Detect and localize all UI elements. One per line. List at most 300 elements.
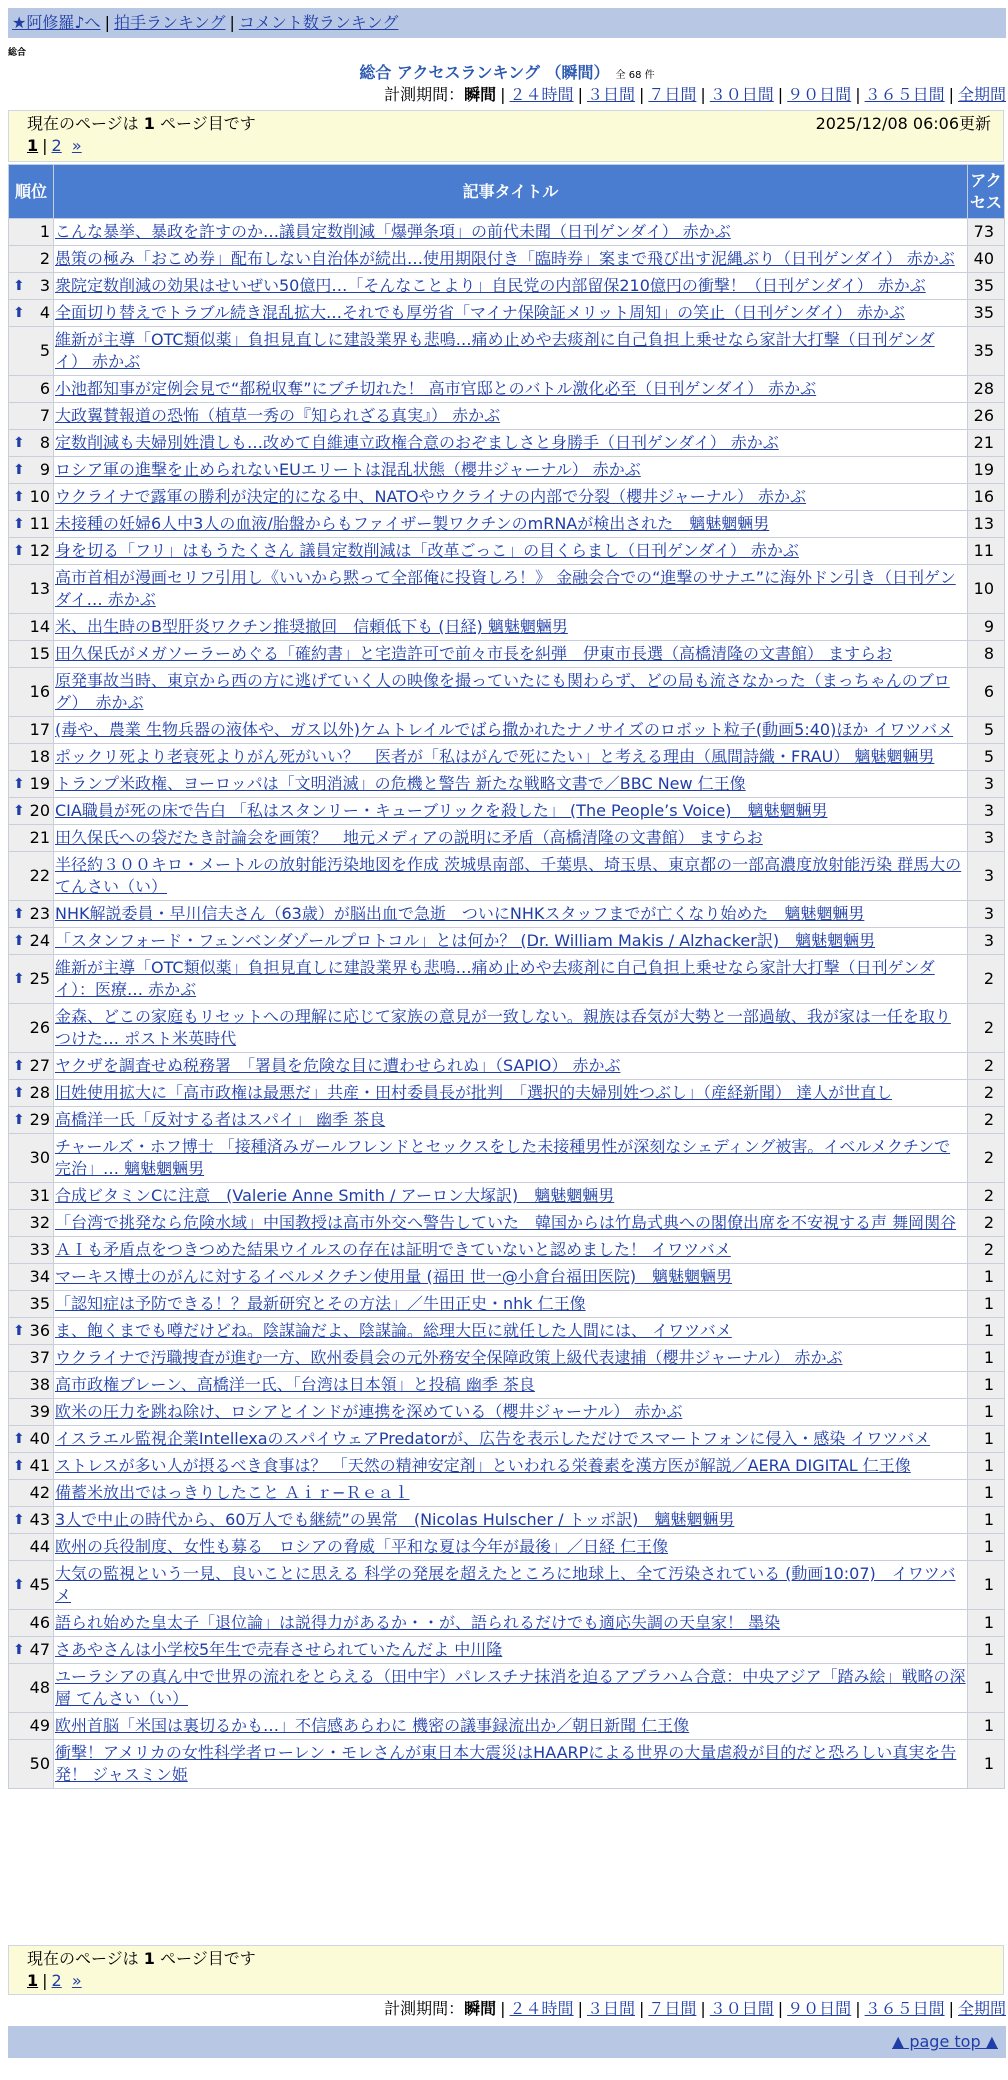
period-7d-link[interactable]: ７日間 — [648, 85, 697, 104]
rank-number: 19 — [29, 774, 50, 793]
rank-number: 42 — [29, 1483, 50, 1502]
title-cell — [54, 641, 968, 668]
access-count: 2 — [968, 1053, 1005, 1080]
article-title-link[interactable]: チャールズ・ホフ博士 「接種済みガールフレンドとセックスをした未接種男性が深刻なシェディング被害。イベルメクチンで完治」… 魑魅魍魎男 — [55, 1137, 951, 1178]
up-arrow-icon: ⬆ — [13, 906, 25, 922]
rank-cell — [9, 1134, 54, 1183]
rank-number: 20 — [29, 801, 50, 820]
nav-separator: | — [104, 13, 110, 32]
pager-page-2-link[interactable]: 2 — [51, 136, 62, 155]
rank-column-header: 順位 — [9, 165, 54, 219]
title-cell — [54, 1264, 968, 1291]
access-count: 1 — [968, 1740, 1005, 1789]
article-title-link[interactable]: トランプ米政権、ヨーロッパは「文明消滅」の危機と警告 新たな戦略文書で／BBC New 仁王像 — [55, 774, 746, 793]
rank-number: 38 — [29, 1375, 50, 1394]
rank-cell — [9, 825, 54, 852]
title-cell — [54, 219, 968, 246]
table-row — [9, 1372, 1005, 1399]
rank-number: 12 — [29, 541, 50, 560]
up-arrow-icon: ⬆ — [13, 1512, 25, 1528]
up-arrow-icon: ⬆ — [13, 971, 25, 987]
table-row — [9, 1210, 1005, 1237]
access-count: 1 — [968, 1534, 1005, 1561]
access-count: 2 — [968, 1134, 1005, 1183]
access-count: 35 — [968, 300, 1005, 327]
period-label: 計測期間： — [384, 1999, 465, 2018]
rank-number: 22 — [29, 866, 50, 885]
access-count: 1 — [968, 1453, 1005, 1480]
up-arrow-icon: ⬆ — [13, 278, 25, 294]
current-page-text: 現在のページは 1 ページ目です — [27, 1949, 256, 1968]
title-cell — [54, 1345, 968, 1372]
rank-number: 21 — [29, 828, 50, 847]
table-row — [9, 1080, 1005, 1107]
table-row — [9, 614, 1005, 641]
rank-cell — [9, 955, 54, 1004]
rank-cell — [9, 798, 54, 825]
rank-number: 4 — [39, 303, 50, 322]
title-cell — [54, 1399, 968, 1426]
title-cell — [54, 928, 968, 955]
rank-number: 7 — [39, 406, 50, 425]
article-title-link[interactable]: 維新が主導「OTC類似薬」負担見直しに建設業界も悲鳴…痛め止めや去痰剤に自己負担上乗せなら家計大打撃（日刊ゲンダイ）：医療… 赤かぶ — [55, 958, 935, 999]
access-count: 1 — [968, 1345, 1005, 1372]
rank-number: 45 — [29, 1575, 50, 1594]
period-all-link[interactable]: 全期間 — [957, 1999, 1006, 2018]
article-title-link[interactable]: 田久保氏への袋だたき討論会を画策？ 地元メディアの説明に矛盾（高橋清隆の文書館） ますらお — [55, 828, 763, 847]
rank-number: 10 — [29, 487, 50, 506]
title-cell — [54, 1610, 968, 1637]
up-arrow-icon: ⬆ — [13, 543, 25, 559]
rank-number: 33 — [29, 1240, 50, 1259]
pager-page-2-link[interactable]: 2 — [51, 1971, 62, 1990]
rank-cell — [9, 1291, 54, 1318]
title-cell — [54, 1664, 968, 1713]
ranking-table — [8, 164, 1005, 1789]
access-count: 35 — [968, 273, 1005, 300]
table-row — [9, 430, 1005, 457]
table-row — [9, 1107, 1005, 1134]
rank-number: 14 — [29, 617, 50, 636]
article-title-link[interactable]: 原発事故当時、東京から西の方に逃げていく人の映像を撮っていたにも関わらず、どの局も流さなかった（まっちゃんのブログ） 赤かぶ — [55, 671, 950, 712]
article-title-link[interactable]: 大政翼賛報道の恐怖（植草一秀の『知られざる真実』） 赤かぶ — [55, 406, 501, 425]
table-row — [9, 1053, 1005, 1080]
article-title-link[interactable]: ポックリ死より老衰死よりがん死がいい？ 医者が「私はがんで死にたい」と考える理由（風間詩織・FRAU） 魑魅魍魎男 — [55, 747, 935, 766]
up-arrow-icon: ⬆ — [13, 1085, 25, 1101]
title-cell — [54, 668, 968, 717]
table-row — [9, 1004, 1005, 1053]
access-count: 3 — [968, 928, 1005, 955]
title-cell — [54, 484, 968, 511]
period-30d-link[interactable]: ３０日間 — [709, 85, 774, 104]
rank-number: 35 — [29, 1294, 50, 1313]
rank-cell — [9, 1453, 54, 1480]
article-title-link[interactable]: こんな暴挙、暴政を許すのか…議員定数削減「爆弾条項」の前代未聞（日刊ゲンダイ） 赤かぶ — [55, 222, 731, 241]
up-arrow-icon: ⬆ — [13, 462, 25, 478]
title-cell — [54, 1561, 968, 1610]
period-all-link[interactable]: 全期間 — [957, 85, 1006, 104]
article-title-link[interactable]: 維新が主導「OTC類似薬」負担見直しに建設業界も悲鳴…痛め止めや去痰剤に自己負担上乗せなら家計大打撃（日刊ゲンダイ） 赤かぶ — [55, 330, 935, 371]
title-cell — [54, 403, 968, 430]
access-count: 1 — [968, 1372, 1005, 1399]
applause-ranking-link[interactable]: 拍手ランキング — [113, 13, 226, 32]
title-cell — [54, 430, 968, 457]
title-cell — [54, 852, 968, 901]
title-cell — [54, 744, 968, 771]
article-title-link[interactable]: ストレスが多い人が摂るべき食事は？ 「天然の精神安定剤」といわれる栄養素を漢方医が解説／AERA DIGITAL 仁王像 — [55, 1456, 911, 1475]
up-arrow-icon: ⬆ — [13, 1431, 25, 1447]
article-title-link[interactable]: ロシア軍の進撃を止められないEUエリートは混乱状態（櫻井ジャーナル） 赤かぶ — [55, 460, 641, 479]
article-title-link[interactable]: ま、飽くまでも噂だけどね。陰謀論だよ、陰謀論。総理大臣に就任した人間には、 イワツバメ — [55, 1321, 732, 1340]
article-title-link[interactable]: (毒や、農業 生物兵器の液体や、ガス以外)ケムトレイルでばら撒かれたナノサイズのロボット粒子(動画5:40)ほか イワツバメ — [55, 720, 954, 739]
table-row — [9, 1664, 1005, 1713]
article-title-link[interactable]: 高橋洋一氏「反対する者はスパイ」 幽季 茶良 — [55, 1110, 386, 1129]
up-arrow-icon: ⬆ — [13, 435, 25, 451]
access-count: 1 — [968, 1480, 1005, 1507]
title-cell — [54, 511, 968, 538]
table-row — [9, 1264, 1005, 1291]
rank-cell — [9, 1107, 54, 1134]
access-count: 1 — [968, 1713, 1005, 1740]
nav-separator: | — [229, 13, 235, 32]
rank-number: 49 — [29, 1716, 50, 1735]
article-title-link[interactable]: 備蓄米放出ではっきりしたこと Ａｉｒ−Ｒｅａｌ — [55, 1483, 410, 1502]
access-count: 1 — [968, 1637, 1005, 1664]
table-row — [9, 955, 1005, 1004]
up-arrow-icon: ⬆ — [13, 305, 25, 321]
rank-cell — [9, 717, 54, 744]
title-cell — [54, 327, 968, 376]
access-count: 1 — [968, 1610, 1005, 1637]
pager-top: 1 | 2 » — [27, 136, 82, 155]
article-title-link[interactable]: 「スタンフォード・フェンベンダゾールプロトコル」とは何か？ (Dr. William Makis / Alzhacker訳) 魑魅魍魎男 — [55, 931, 876, 950]
rank-number: 3 — [39, 276, 50, 295]
table-row — [9, 928, 1005, 955]
access-count: 3 — [968, 771, 1005, 798]
asyura-home-link[interactable]: ★阿修羅♪へ — [12, 13, 101, 32]
rank-number: 13 — [29, 579, 50, 598]
access-count: 2 — [968, 1107, 1005, 1134]
up-arrow-icon: ⬆ — [13, 1458, 25, 1474]
ranking-rows — [9, 219, 1005, 1789]
access-count: 11 — [968, 538, 1005, 565]
rank-cell — [9, 901, 54, 928]
period-3d-link[interactable]: ３日間 — [586, 1999, 635, 2018]
article-title-link[interactable]: 田久保氏がメガソーラーめぐる「確約書」と宅造許可で前々市長を糾弾 伊東市長選（高橋清隆の文書館） ますらお — [55, 644, 893, 663]
rank-cell — [9, 928, 54, 955]
article-title-link[interactable]: NHK解説委員・早川信夫さん（63歳）が脳出血で急逝 ついにNHKスタッフまでが亡くなり始めた 魑魅魍魎男 — [55, 904, 865, 923]
rank-cell — [9, 1080, 54, 1107]
title-cell — [54, 376, 968, 403]
rank-number: 25 — [29, 969, 50, 988]
title-cell — [54, 1053, 968, 1080]
rank-cell — [9, 1637, 54, 1664]
table-row — [9, 641, 1005, 668]
pager-bottom: 1 | 2 » — [27, 1971, 82, 1990]
article-title-link[interactable]: 欧州首脳「米国は裏切るかも…」不信感あらわに 機密の議事録流出か／朝日新聞 仁王像 — [55, 1716, 690, 1735]
rank-cell — [9, 771, 54, 798]
title-cell — [54, 1237, 968, 1264]
period-24h-link[interactable]: ２４時間 — [509, 85, 574, 104]
title-cell — [54, 1426, 968, 1453]
table-row — [9, 565, 1005, 614]
article-title-link[interactable]: 米、出生時のB型肝炎ワクチン推奨撤回 信頼低下も (日経) 魑魅魍魎男 — [55, 617, 568, 636]
rank-number: 29 — [29, 1110, 50, 1129]
article-title-link[interactable]: 語られ始めた皇太子「退位論」は説得力があるか・・が、語られるだけでも適応失調の天皇家！ 墨染 — [55, 1613, 781, 1632]
access-count: 2 — [968, 1183, 1005, 1210]
rank-number: 37 — [29, 1348, 50, 1367]
up-arrow-icon: ⬆ — [13, 489, 25, 505]
article-title-link[interactable]: 定数削減も夫婦別姓潰しも…改めて自維連立政権合意のおぞましさと身勝手（日刊ゲンダイ） 赤かぶ — [55, 433, 779, 452]
rank-cell — [9, 246, 54, 273]
rank-number: 31 — [29, 1186, 50, 1205]
access-count: 1 — [968, 1264, 1005, 1291]
article-title-link[interactable]: 大気の監視という一見、良いことに思える 科学の発展を超えたところに地球上、全て汚染されている (動画10:07) イワツバメ — [55, 1564, 956, 1605]
table-row — [9, 1610, 1005, 1637]
title-cell — [54, 457, 968, 484]
table-row — [9, 1453, 1005, 1480]
rank-cell — [9, 327, 54, 376]
rank-number: 15 — [29, 644, 50, 663]
rank-number: 24 — [29, 931, 50, 950]
period-selector-top: 計測期間：瞬間 | ２４時間 | ３日間 | ７日間 | ３０日間 | ９０日間 | ３６５日間 | 全期間 — [384, 85, 1006, 104]
up-arrow-icon: ⬆ — [13, 933, 25, 949]
rank-cell — [9, 1480, 54, 1507]
top-nav-bar — [8, 8, 1006, 38]
pager-next-link[interactable]: » — [71, 1971, 82, 1990]
article-title-link[interactable]: 衆院定数削減の効果はせいぜい50億円…「そんなことより」自民党の内部留保210億円の衝撃！（日刊ゲンダイ） 赤かぶ — [55, 276, 926, 295]
table-row — [9, 1237, 1005, 1264]
rank-cell — [9, 1237, 54, 1264]
access-count: 35 — [968, 327, 1005, 376]
title-cell — [54, 1107, 968, 1134]
access-count: 2 — [968, 1210, 1005, 1237]
rank-number: 11 — [29, 514, 50, 533]
article-title-link[interactable]: 「認知症は予防できる！？最新研究とその方法」／牛田正史・nhk 仁王像 — [55, 1294, 586, 1313]
rank-number: 46 — [29, 1613, 50, 1632]
article-title-link[interactable]: 未接種の妊婦6人中3人の血液/胎盤からもファイザー製ワクチンのmRNAが検出された 魑魅魍魎男 — [55, 514, 770, 533]
article-title-link[interactable]: 半径約３００キロ・メートルの放射能汚染地図を作成 茨城県南部、千葉県、埼玉県、東京都の一部高濃度放射能汚染 群馬大の てんさい（い） — [55, 855, 962, 896]
table-row — [9, 771, 1005, 798]
table-row — [9, 798, 1005, 825]
ranking-title: 総合 アクセスランキング （瞬間） — [359, 63, 610, 82]
rank-cell — [9, 1372, 54, 1399]
rank-number: 36 — [29, 1321, 50, 1340]
table-row — [9, 1345, 1005, 1372]
table-row — [9, 273, 1005, 300]
article-title-link[interactable]: さあやさんは小学校5年生で売春させられていたんだよ 中川隆 — [55, 1640, 503, 1659]
rank-cell — [9, 1534, 54, 1561]
rank-number: 28 — [29, 1083, 50, 1102]
period-90d-link[interactable]: ９０日間 — [787, 1999, 852, 2018]
comment-ranking-link[interactable]: コメント数ランキング — [238, 13, 399, 32]
article-title-link[interactable]: 合成ビタミンCに注意 (Valerie Anne Smith / アーロン大塚訳) 魑魅魍魎男 — [55, 1186, 615, 1205]
article-title-link[interactable]: 身を切る「フリ」はもうたくさん 議員定数削減は「改革ごっこ」の目くらまし（日刊ゲンダイ） 赤かぶ — [55, 541, 799, 560]
title-cell — [54, 614, 968, 641]
title-cell — [54, 1291, 968, 1318]
rank-cell — [9, 538, 54, 565]
title-cell — [54, 955, 968, 1004]
access-count: 2 — [968, 1004, 1005, 1053]
access-count: 1 — [968, 1507, 1005, 1534]
access-column-header: アクセス — [968, 165, 1005, 219]
rank-number: 32 — [29, 1213, 50, 1232]
rank-cell — [9, 1561, 54, 1610]
period-3d-link[interactable]: ３日間 — [586, 85, 635, 104]
rank-cell — [9, 668, 54, 717]
rank-number: 18 — [29, 747, 50, 766]
rank-cell — [9, 300, 54, 327]
rank-cell — [9, 511, 54, 538]
up-arrow-icon: ⬆ — [13, 516, 25, 532]
rank-number: 50 — [29, 1754, 50, 1773]
page-top-link[interactable]: ▲ page top ▲ — [891, 2032, 998, 2051]
title-cell — [54, 1210, 968, 1237]
up-arrow-icon: ⬆ — [13, 1112, 25, 1128]
rank-number: 8 — [39, 433, 50, 452]
table-row — [9, 1740, 1005, 1789]
access-count: 6 — [968, 668, 1005, 717]
up-arrow-icon: ⬆ — [13, 803, 25, 819]
rank-cell — [9, 457, 54, 484]
article-title-link[interactable]: ヤクザを調査せぬ税務署 「署員を危険な目に遭わせられぬ」（SAPIO） 赤かぶ — [55, 1056, 621, 1075]
title-cell — [54, 1080, 968, 1107]
rank-cell — [9, 641, 54, 668]
article-title-link[interactable]: マーキス博士のがんに対するイベルメクチン使用量 (福田 世一@小倉台福田医院) 魑魅魍魎男 — [55, 1267, 733, 1286]
rank-cell — [9, 1664, 54, 1713]
period-365d-link[interactable]: ３６５日間 — [864, 1999, 945, 2018]
pager-next-link[interactable]: » — [71, 136, 82, 155]
table-row — [9, 219, 1005, 246]
rank-cell — [9, 852, 54, 901]
access-count: 1 — [968, 1318, 1005, 1345]
rank-cell — [9, 1740, 54, 1789]
article-title-link[interactable]: ユーラシアの真ん中で世界の流れをとらえる（田中宇）パレスチナ抹消を迫るアブラハム合意：中央アジア「踏み絵」戦略の深層 てんさい（い） — [55, 1667, 966, 1708]
period-90d-link[interactable]: ９０日間 — [787, 85, 852, 104]
title-cell — [54, 1713, 968, 1740]
article-title-link[interactable]: 欧米の圧力を跳ね除け、ロシアとインドが連携を深めている（櫻井ジャーナル） 赤かぶ — [55, 1402, 683, 1421]
access-count: 1 — [968, 1426, 1005, 1453]
table-row — [9, 1134, 1005, 1183]
rank-number: 27 — [29, 1056, 50, 1075]
table-row — [9, 1637, 1005, 1664]
rank-cell — [9, 1345, 54, 1372]
article-title-link[interactable]: CIA職員が死の床で告白 「私はスタンリー・キューブリックを殺した」 (The People’s Voice) 魑魅魍魎男 — [55, 801, 828, 820]
article-title-link[interactable]: 全面切り替えでトラブル続き混乱拡大…それでも厚労省「マイナ保険証メリット周知」の笑止（日刊ゲンダイ） 赤かぶ — [55, 303, 905, 322]
rank-number: 48 — [29, 1678, 50, 1697]
page-status-bottom — [8, 1945, 1004, 1995]
access-count: 13 — [968, 511, 1005, 538]
title-cell — [54, 246, 968, 273]
rank-number: 34 — [29, 1267, 50, 1286]
period-selector-bottom: 計測期間：瞬間 | ２４時間 | ３日間 | ７日間 | ３０日間 | ９０日間 | ３６５日間 | 全期間 — [384, 1999, 1006, 2018]
title-cell — [54, 1740, 968, 1789]
article-title-link[interactable]: 高市政権ブレーン、高橋洋一氏、「台湾は日本領」と投稿 幽季 茶良 — [55, 1375, 535, 1394]
access-count: 8 — [968, 641, 1005, 668]
period-24h-link[interactable]: ２４時間 — [509, 1999, 574, 2018]
article-title-link[interactable]: 衝撃！アメリカの女性科学者ローレン・モレさんが東日本大震災はHAARPによる世界の大量虐殺が目的だと恐ろしい真実を告発！ ジャスミン姫 — [55, 1743, 957, 1784]
article-title-link[interactable]: 欧州の兵役制度、女性も募る ロシアの脅威「平和な夏は今年が最後」／日経 仁王像 — [55, 1537, 669, 1556]
period-365d-link[interactable]: ３６５日間 — [864, 85, 945, 104]
total-count: 全 68 件 — [615, 70, 655, 81]
rank-cell — [9, 1399, 54, 1426]
article-title-link[interactable]: ウクライナで露軍の勝利が決定的になる中、NATOやウクライナの内部で分裂（櫻井ジャーナル） 赤かぶ — [55, 487, 807, 506]
updated-timestamp: 2025/12/08 06:06更新 — [815, 114, 991, 133]
access-count: 3 — [968, 825, 1005, 852]
rank-number: 1 — [39, 222, 50, 241]
rank-cell — [9, 1210, 54, 1237]
category-label: 総合 — [8, 48, 27, 58]
article-title-link[interactable]: 金森、どこの家庭もリセットへの理解に応じて家族の意見が一致しない。親族は呑気が大勢と一部過敏、我が家は一任を取りつけた… ポスト米英時代 — [55, 1007, 951, 1048]
table-row — [9, 1291, 1005, 1318]
access-count: 2 — [968, 1237, 1005, 1264]
access-count: 26 — [968, 403, 1005, 430]
title-cell — [54, 1480, 968, 1507]
period-7d-link[interactable]: ７日間 — [648, 1999, 697, 2018]
title-cell — [54, 1372, 968, 1399]
rank-cell — [9, 1053, 54, 1080]
title-cell — [54, 565, 968, 614]
access-count: 3 — [968, 798, 1005, 825]
access-count: 5 — [968, 717, 1005, 744]
access-count: 9 — [968, 614, 1005, 641]
rank-cell — [9, 565, 54, 614]
rank-number: 26 — [29, 1018, 50, 1037]
table-row — [9, 717, 1005, 744]
rank-cell — [9, 1183, 54, 1210]
rank-number: 40 — [29, 1429, 50, 1448]
article-title-link[interactable]: 3人で中止の時代から、60万人でも継続”の異常 (Nicolas Hulscher / トッポ訳) 魑魅魍魎男 — [55, 1510, 735, 1529]
page-status-top — [8, 110, 1004, 162]
up-arrow-icon: ⬆ — [13, 1323, 25, 1339]
period-current: 瞬間 — [464, 1999, 497, 2018]
period-30d-link[interactable]: ３０日間 — [709, 1999, 774, 2018]
article-title-link[interactable]: ウクライナで汚職捜査が進む一方、欧州委員会の元外務安全保障政策上級代表逮捕（櫻井ジャーナル） 赤かぶ — [55, 1348, 843, 1367]
access-count: 73 — [968, 219, 1005, 246]
rank-cell — [9, 1004, 54, 1053]
rank-number: 6 — [39, 379, 50, 398]
rank-cell — [9, 1426, 54, 1453]
title-cell — [54, 1134, 968, 1183]
title-cell — [54, 1507, 968, 1534]
title-column-header: 記事タイトル — [54, 165, 968, 219]
rank-number: 9 — [39, 460, 50, 479]
rank-number: 44 — [29, 1537, 50, 1556]
access-count: 21 — [968, 430, 1005, 457]
title-cell — [54, 1004, 968, 1053]
access-count: 3 — [968, 901, 1005, 928]
table-row — [9, 1480, 1005, 1507]
article-title-link[interactable]: 小池都知事が定例会見で“都税収奪”にブチ切れた！ 高市官邸とのバトル激化必至（日刊ゲンダイ） 赤かぶ — [55, 379, 817, 398]
rank-cell — [9, 1264, 54, 1291]
article-title-link[interactable]: ＡＩも矛盾点をつきつめた結果ウイルスの存在は証明できていないと認めました！ イワツバメ — [55, 1240, 731, 1259]
access-count: 1 — [968, 1399, 1005, 1426]
title-cell — [54, 771, 968, 798]
rank-number: 47 — [29, 1640, 50, 1659]
access-count: 3 — [968, 852, 1005, 901]
article-title-link[interactable]: 「台湾で挑発なら危険水域」中国教授は高市外交へ警告していた 韓国からは竹島式典への閣僚出席を不安視する声 舞岡関谷 — [55, 1213, 957, 1232]
table-row — [9, 538, 1005, 565]
article-title-link[interactable]: 愚策の極み「おこめ券」配布しない自治体が続出…使用期限付き「臨時券」案まで飛び出す泥縄ぶり（日刊ゲンダイ） 赤かぶ — [55, 249, 955, 268]
table-row — [9, 376, 1005, 403]
article-title-link[interactable]: 旧姓使用拡大に「高市政権は最悪だ」共産・田村委員長が批判 「選択的夫婦別姓つぶし」（産経新聞） 達人が世直し — [55, 1083, 893, 1102]
article-title-link[interactable]: 高市首相が漫画セリフ引用し《いいから黙って全部俺に投資しろ！》 金融会合での“進撃のサナエ”に海外ドン引き（日刊ゲンダイ… 赤かぶ — [55, 568, 956, 609]
rank-number: 23 — [29, 904, 50, 923]
title-cell — [54, 717, 968, 744]
up-arrow-icon: ⬆ — [13, 1577, 25, 1593]
article-title-link[interactable]: イスラエル監視企業IntellexaのスパイウェアPredatorが、広告を表示しただけでスマートフォンに侵入・感染 イワツバメ — [55, 1429, 931, 1448]
current-page-text: 現在のページは 1 ページ目です — [27, 114, 256, 133]
